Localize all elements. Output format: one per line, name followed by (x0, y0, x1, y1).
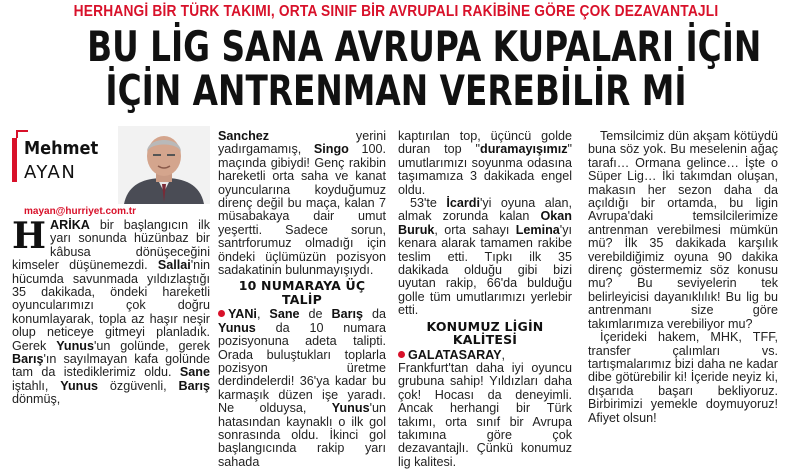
col1-run-l: özgüvenli, (98, 379, 178, 393)
col2-run-d: 100. maçında gibiydi! Genç rakibin hareketli orta saha ve kanat oyuncularına koyduğumuz direnç değil bu maça, kalan 7 müsabakaya dair umut yeşertti. Sadece sorun, santrforumuz olmadığı için öndeki üçlümüzün pozisyon sadakatinin bulunmayışıydı. (218, 142, 386, 277)
col4-paragraph-2: İçerideki hakem, MHK, TFF, transfer çalımları vs. tartışmalarımız bizi daha ne kadar dibe götürebilir ki! İçeride neyiz ki, dışarıda başarı bekliyoruz. Birbirimizi yemekle doymuyoruz! Afiyet olsun! (588, 331, 778, 425)
col1-run-e: Yunus (56, 339, 94, 353)
article-column-3 (398, 130, 572, 469)
col2-run-2i: Yunus (332, 401, 370, 415)
col1-run-j: iştahlı, (12, 379, 60, 393)
headline-line-2: İÇİN ANTRENMAN VEREBİLİR Mİ (87, 69, 705, 113)
col3-run-3b: , Frankfurt'tan daha iyi oyuncu grubuna sahip! Yıldızları daha çok! Hocası da deneyimli. Ancak herhangi bir Türk takımı, orta sınıf bir Avrupa takımına göre çok dezavantajlı. Çünkü konumuz lig kalitesi. (398, 348, 572, 469)
col1-run-g: Barış (12, 352, 44, 366)
col1-run-a: ARİKA (50, 218, 90, 232)
col3-run-c: " umutlarımızı soyunma odasına taşımamıza 3 dakikada engel oldu. (398, 142, 572, 196)
col2-run-2f: da (363, 307, 386, 321)
col3-run-3a: GALATASARAY (408, 348, 502, 362)
col3-run-a: kaptırılan top, üçüncü golde duran top " (398, 129, 572, 156)
kicker-subtitle: HERHANGİ BİR TÜRK TAKIMI, ORTA SINIF BİR AVRUPALI RAKİBİNE GÖRE ÇOK DEZAVANTAJLI (55, 3, 736, 21)
col2-run-2h: da 10 numara pozisyonuna adeta talipti. Orada buluştukları toplarla pozisyon üretme derdindelerdi! 36'ya kadar bu karmaşık düzen işe yaradı. Ne olduysa, (218, 321, 386, 415)
col2-run-c: Singo (314, 142, 349, 156)
col2-run-a: Sanchez (218, 129, 269, 143)
col3-run-2d: Okan Buruk (398, 209, 572, 236)
author-accent-bar (12, 138, 17, 182)
col2-subheading: 10 NUMARAYA ÜÇ TALİP (218, 279, 386, 306)
col2-run-b: yerini yadırgamamış, (218, 129, 386, 156)
col3-paragraph-3 (398, 349, 572, 469)
dropcap-letter: H (12, 221, 46, 251)
col1-run-i: Sane (180, 365, 210, 379)
author-last-name: AYAN (24, 162, 76, 183)
col1-run-c: Sallai (158, 258, 191, 272)
col2-run-2e: Barış (332, 307, 364, 321)
col3-run-2f: Lemina (516, 223, 560, 237)
col2-run-2g: Yunus (218, 321, 256, 335)
col2-run-2a: YANi (228, 307, 257, 321)
bullet-dot-icon (218, 310, 225, 317)
col2-run-2b: , (257, 307, 269, 321)
col2-run-2d: de (300, 307, 332, 321)
col3-run-2g: 'yı kenara alarak tamamen rakibe teslim etti. Tıpkı ilk 35 dakikada olduğu gibi bizi uyutan rakip, 66'da bulduğu golle tüm umutlarımızı yerlebir etti. (398, 223, 572, 317)
author-email: mayan@hurriyet.com.tr (24, 206, 136, 217)
col3-paragraph-2 (398, 197, 572, 318)
article-column-4 (588, 130, 778, 425)
col1-paragraph-1 (12, 219, 210, 407)
author-first-name: Mehmet (24, 138, 98, 159)
col3-run-2e: , orta sahayı (434, 223, 515, 237)
col1-run-h: 'ın sayılmayan kafa golünde tam da istediklerimiz oldu. (12, 352, 210, 379)
article-column-1 (12, 219, 210, 407)
col2-paragraph-1 (218, 130, 386, 277)
col3-run-2c: 'yi oyuna alan, almak zorunda kalan (398, 196, 572, 223)
author-byline (10, 126, 208, 216)
author-portrait (118, 126, 210, 204)
col3-paragraph-1 (398, 130, 572, 197)
bullet-dot-icon (398, 351, 405, 358)
col2-run-2c: Sane (269, 307, 299, 321)
col1-run-m: Barış (178, 379, 210, 393)
col2-paragraph-2 (218, 308, 386, 469)
col1-run-b: bir başlangıcın ilk yarı sonunda hüzünbaz bir kâbusa dönüşeceğini kimseler düşünemezdi. (12, 218, 210, 272)
author-bracket-decoration (16, 130, 28, 138)
col4-paragraph-1: Temsilcimiz dün akşam kötüydü buna söz yok. Bu meselenin ağaç tarafı… Ormana gelince… İşte o Süper Lig… İki takımdan oluşan, makasın her sezon daha da açıldığı bir ortamda, bu ligin Avrupa'daki temsilcilerimize antrenman verebilmesi mümkün mü? İlk 35 dakikada karşılık verebildiğimiz oyuna 90 dakika direnç göstermemiz söz konusu mu? Bu seviyelerin tek belirleyicisi dayanıklılık! Bu lig bu antrenmanı size göre takımlarımıza verebiliyor mu? (588, 130, 778, 331)
col2-run-2j: 'un hatasından kaynaklı o ilk gol sonrasında oldu. İkinci gol başlangıcında rakip yarı sahada (218, 401, 386, 469)
col3-run-2b: İcardi (446, 196, 480, 210)
col1-run-k: Yunus (60, 379, 98, 393)
col3-run-b: duramayışımız (480, 142, 568, 156)
col1-run-f: 'un golünde, gerek (94, 339, 210, 353)
article-column-2 (218, 130, 386, 469)
col3-subheading: KONUMUZ LİGİN KALİTESİ (398, 320, 572, 347)
col1-run-n: dönmüş, (12, 392, 60, 406)
headline-line-1: BU LİG SANA AVRUPA KUPALARI İÇİN (87, 25, 705, 69)
col3-run-2a: 53'te (410, 196, 446, 210)
col1-run-d: 'nin hücumda savunmada yıldızlaştığı 35 dakikada, öndeki hareketli oyuncularımızı çok doğru konumlayarak, topla az haşır neşir olup neticeye gitmeyi planladık. Gerek (12, 258, 210, 352)
